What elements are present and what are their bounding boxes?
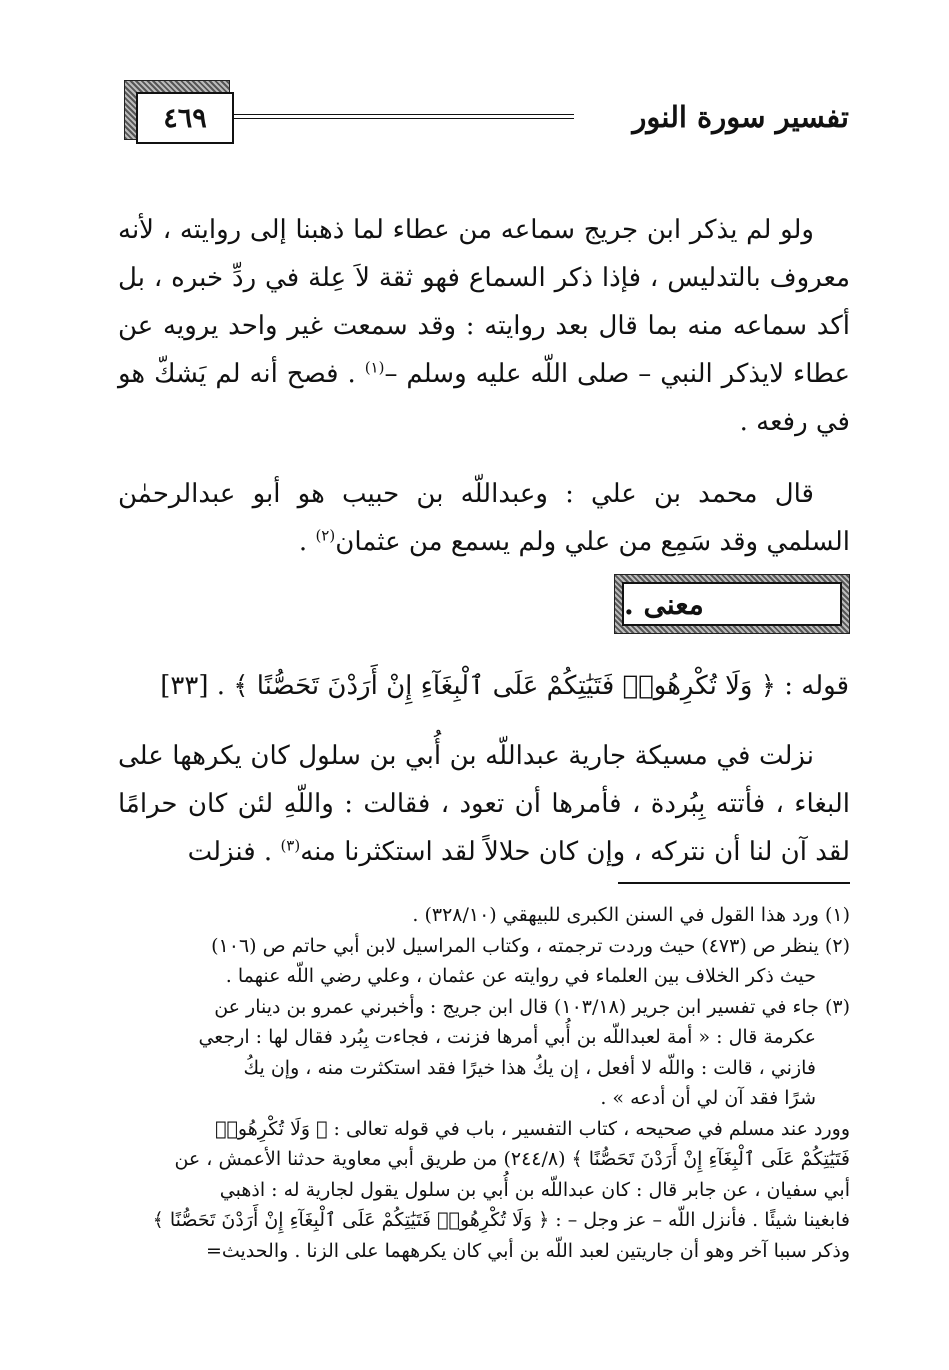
verse-line: قوله : ﴿ وَلَا تُكْرِهُوا۟ فَتَيَٰتِكُمْ عَلَى ٱلْبِغَآءِ إِنْ أَرَدْنَ تَحَصُّنًا ﴾ . [٣٣]	[160, 671, 849, 701]
page-number-box	[124, 80, 232, 142]
header-rule	[234, 114, 574, 119]
paragraph-2-end: .	[298, 527, 316, 557]
paragraph-3-end: . فنزلت	[187, 837, 281, 867]
footnote-3-line-7: أبي سفيان ، عن جابر قال : كان عبداللّه بن أُبي بن سلول يقول لجارية له : اذهبي	[219, 1178, 850, 1201]
paragraph-3-text: نزلت في مسيكة جارية عبداللّه بن أُبي بن سلول كان يكرهها على البغاء ، فأتته بِبُردة ، فأمرها أن تعود ، فقالت : واللّهِ لئن كان حرامًا لقد آن لنا أن نتركه ، وإن كان حلالاً لقد استكثرنا منه	[118, 741, 850, 867]
footnote-3-line-6: فَتَيَٰتِكُمْ عَلَى ٱلْبِغَآءِ إِنْ أَرَدْنَ تَحَصُّنًا ﴾ (٢٤٤/٨) من طريق أبي معاوية حدثنا الأعمش ، عن	[174, 1148, 850, 1170]
paragraph-2-text: قال محمد بن علي : وعبداللّه بن حبيب هو أبو عبدالرحمٰن السلمي وقد سَمِع من علي ولم يسمع من عثمان	[118, 479, 850, 557]
footnote-2-line-1: (٢) ينظر ص (٤٧٣) حيث وردت ترجمته ، وكتاب المراسيل لابن أبي حاتم ص (١٠٦)	[211, 934, 850, 957]
footnote-ref-2: (٢)	[315, 526, 336, 545]
page-number: ٤٦٩	[136, 92, 234, 144]
footnote-3-line-5: وورد عند مسلم في صحيحه ، كتاب التفسير ، باب في قوله تعالى : ﴿ وَلَا تُكْرِهُوا۟	[215, 1117, 850, 1140]
footnote-3-line-4: شرًا فقد آن لي أن أدعه » .	[600, 1087, 816, 1109]
footnote-ref-1: (١)	[364, 358, 385, 377]
footnote-2-line-2: حيث ذكر الخلاف بين العلماء في روايته عن عثمان ، وعلي رضي اللّه عنهما .	[225, 965, 816, 987]
footnote-3-line-3: فازني ، قالت : واللّه لا أفعل ، إن يكُ هذا خيرًا فقد استكثرت منه ، وإن يكُ	[243, 1056, 816, 1079]
footnote-ref-3: (٣)	[280, 836, 301, 855]
footnote-3-line-1: (٣) جاء في تفسير ابن جرير (١٠٣/١٨) قال ابن جريج : وأخبرني عمرو بن دينار عن	[214, 995, 850, 1018]
paragraph-1-text: ولو لم يذكر ابن جريج سماعه من عطاء لما ذهبنا إلى روايته ، لأنه معروف بالتدليس ، فإذا ذكر السماع فهو ثقة لاَ عِلة في ردِّ خبره ، بل أكد سماعه منه بما قال بعد روايته : وقد سمعت غير واحد يرويه عن عطاء لايذكر النبي – صلى اللّه عليه وسلم –	[118, 215, 850, 389]
footnote-3-line-2: عكرمة قال : « أمة لعبداللّه بن أُبي أمرها فزنت ، فجاءت بِبُرد فقال لها : ارجعي	[198, 1026, 816, 1048]
footnote-3-line-8: فابغينا شيئًا . فأنزل اللّه – عز وجل – : ﴿ وَلَا تُكْرِهُوا۟ فَتَيَٰتِكُمْ عَلَى ٱلْبِغَآءِ إِنْ أَرَدْنَ تَحَصُّنًا ﴾	[152, 1209, 850, 1231]
paragraph-1-end: . فصح أنه لم يَشكّ هو في رفعه .	[118, 359, 850, 437]
footnote-separator	[618, 882, 850, 884]
section-heading-box	[614, 574, 850, 634]
footnote-3-line-9: وذكر سببا آخر وهو أن جاريتين لعبد اللّه بن أبي كان يكرههما على الزنا . والحديث=	[205, 1239, 850, 1262]
paragraph-3	[118, 732, 850, 876]
section-heading: معنى .	[622, 582, 842, 626]
running-title: تفسير سورة النور	[632, 100, 849, 134]
paragraph-1	[118, 206, 850, 446]
paragraph-2	[118, 470, 850, 566]
footnote-1: (١) ورد هذا القول في السنن الكبرى للبيهقي (٣٢٨/١٠) .	[412, 904, 850, 926]
footnotes	[118, 900, 850, 1266]
